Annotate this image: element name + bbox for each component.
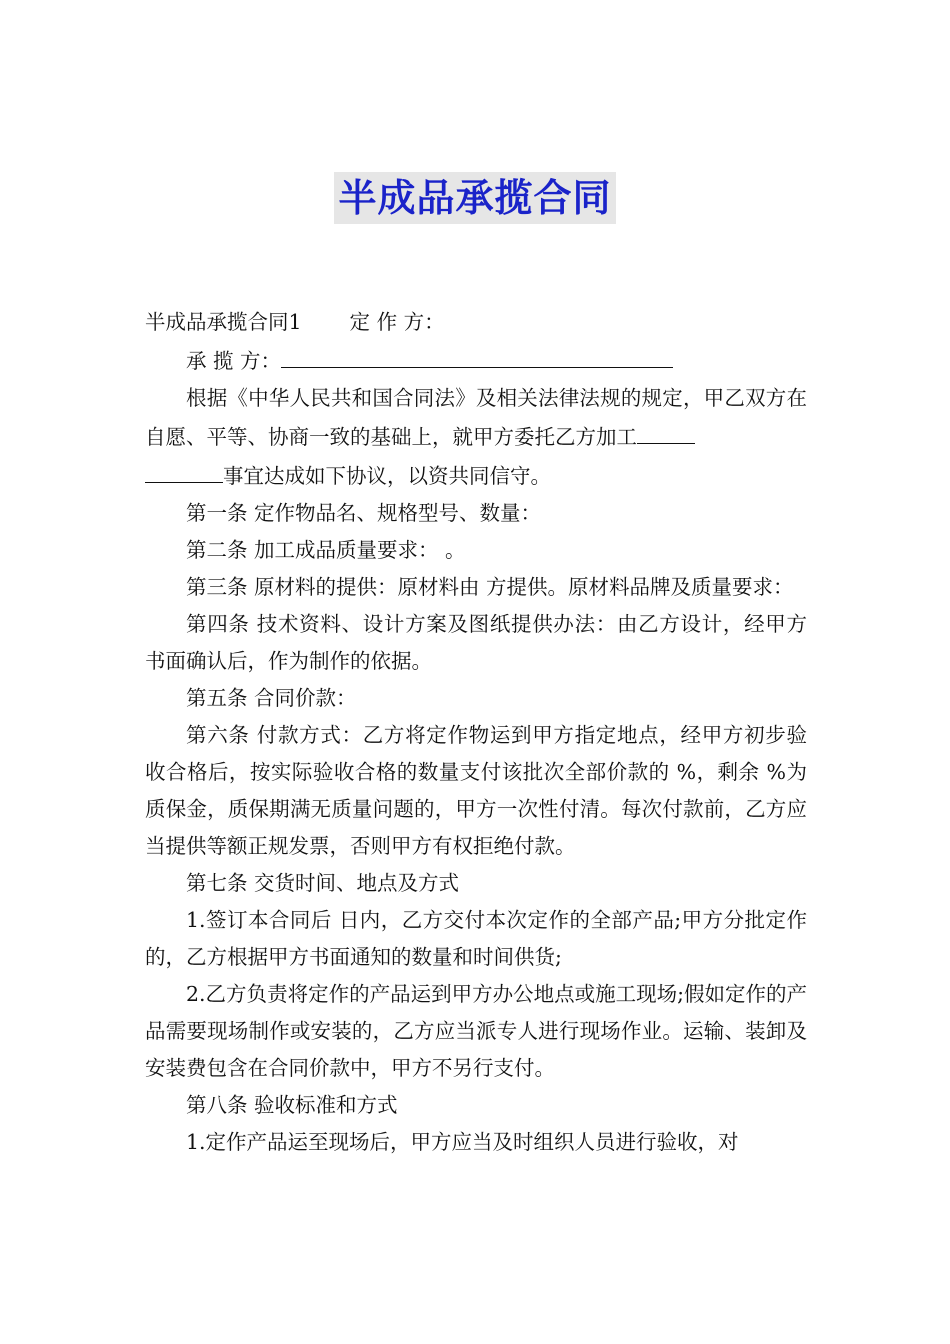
party-b-line — [145, 341, 807, 380]
party-a-label: 定 作 方： — [349, 310, 445, 334]
processing-item-blank-a — [637, 417, 695, 444]
preamble-text-a: 根据《中华人民共和国合同法》及相关法律法规的规定，甲乙双方在自愿、平等、协商一致的基础上，就甲方委托乙方加工 — [145, 386, 807, 449]
preamble-continuation — [145, 456, 807, 495]
article-5: 第五条 合同价款： — [186, 686, 357, 710]
contract-heading: 半成品承揽合同1 — [145, 310, 302, 334]
article-2: 第二条 加工成品质量要求： 。 — [186, 538, 466, 562]
article-8-item-1: 1.定作产品运至现场后，甲方应当及时组织人员进行验收，对 — [186, 1130, 739, 1154]
article-8: 第八条 验收标准和方式 — [186, 1093, 398, 1117]
article-1: 第一条 定作物品名、规格型号、数量： — [186, 501, 542, 525]
party-b-blank — [281, 341, 673, 368]
preamble-paragraph — [145, 380, 807, 495]
article-7: 第七条 交货时间、地点及方式 — [186, 871, 460, 895]
party-b-label: 承 揽 方： — [186, 349, 282, 373]
document-title — [0, 172, 950, 224]
intro-line — [145, 304, 807, 341]
article-6: 第六条 付款方式：乙方将定作物运到甲方指定地点，经甲方初步验收合格后，按实际验收合格的数量支付该批次全部价款的 %，剩余 %为质保金，质保期满无质量问题的，甲方一次性付清。每次付款前，乙方应当提供等额正规发票，否则甲方有权拒绝付款。 — [145, 723, 807, 858]
processing-item-blank-b — [145, 456, 223, 483]
document-title-text: 半成品承揽合同 — [334, 172, 615, 224]
article-3: 第三条 原材料的提供：原材料由 方提供。原材料品牌及质量要求： — [186, 575, 794, 599]
preamble-text-b: 事宜达成如下协议，以资共同信守。 — [223, 464, 551, 488]
article-4: 第四条 技术资料、设计方案及图纸提供办法：由乙方设计，经甲方书面确认后，作为制作的依据。 — [145, 612, 807, 673]
article-7-item-1: 1.签订本合同后 日内，乙方交付本次定作的全部产品;甲方分批定作的，乙方根据甲方书面通知的数量和时间供货; — [145, 908, 807, 969]
document-body — [145, 304, 807, 1161]
article-7-item-2: 2.乙方负责将定作的产品运到甲方办公地点或施工现场;假如定作的产品需要现场制作或安装的，乙方应当派专人进行现场作业。运输、装卸及安装费包含在合同价款中，甲方不另行支付。 — [145, 982, 807, 1080]
